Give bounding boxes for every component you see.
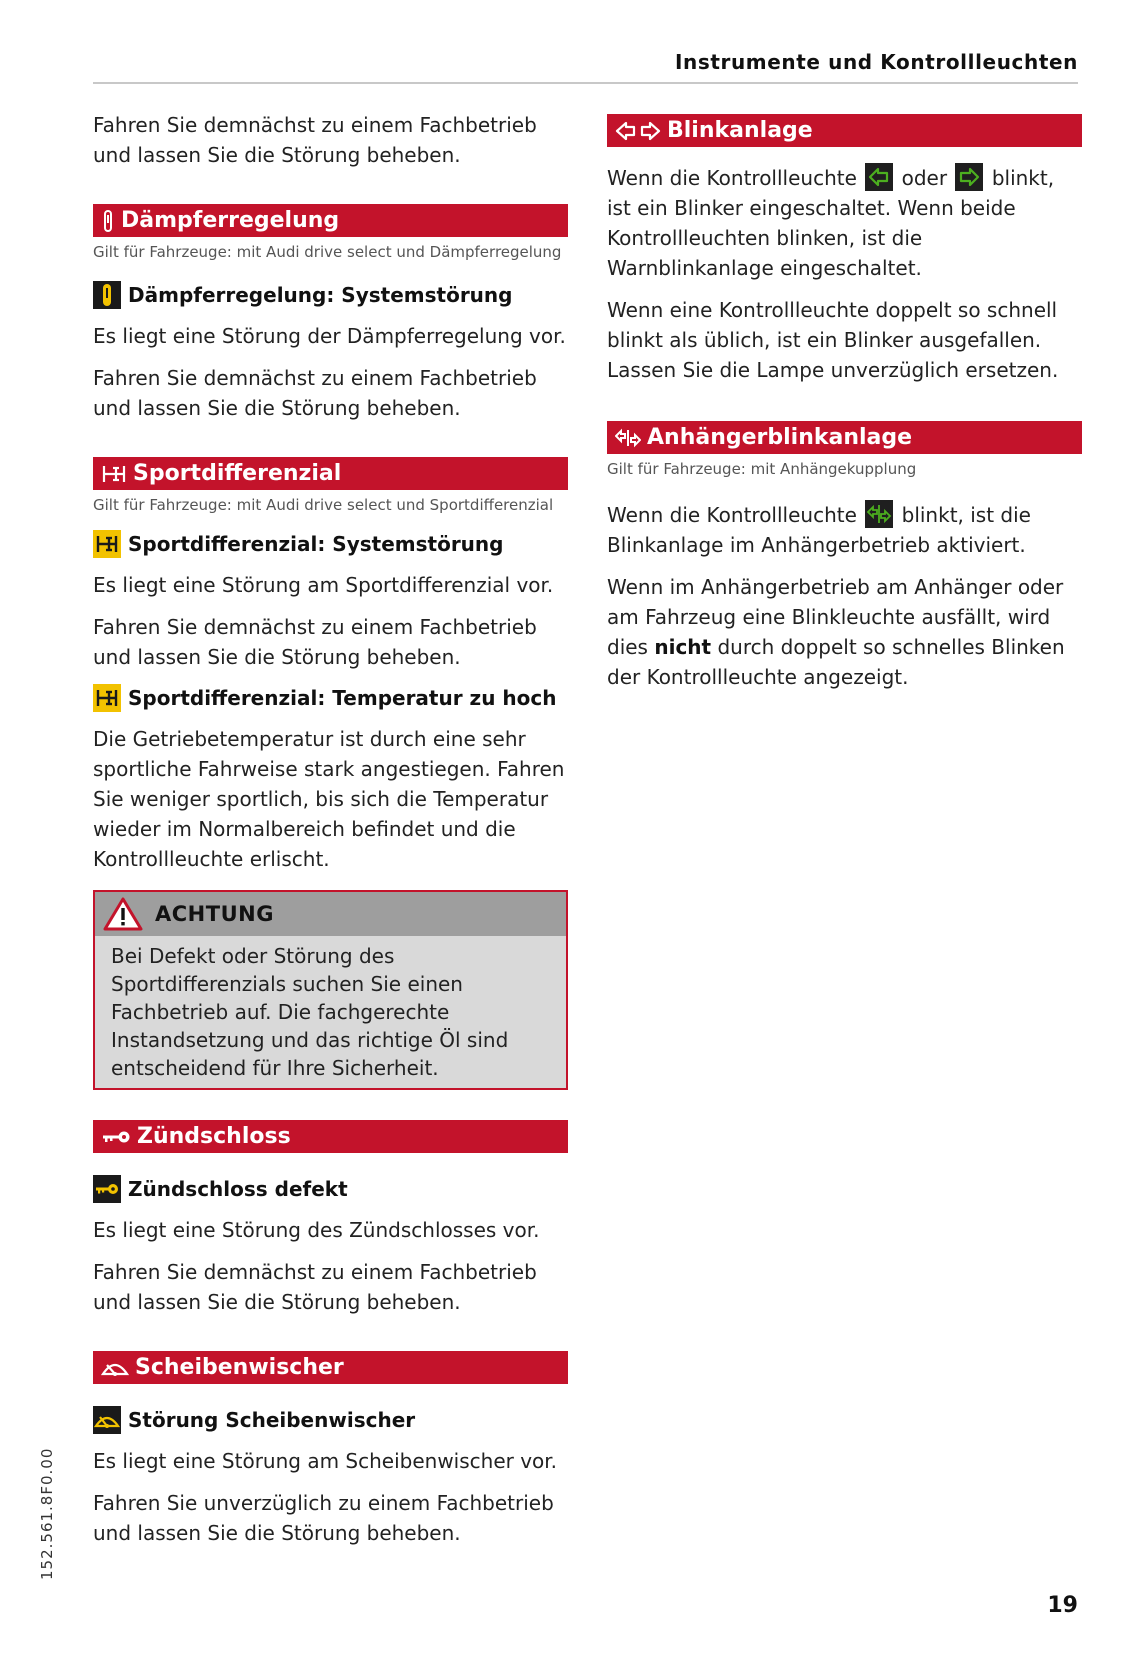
text-part: durch doppelt so schnelles Blinken der Kontrollleuchte angezeigt. [607, 635, 1065, 689]
turn-signal-icon [615, 120, 661, 142]
paragraph: Es liegt eine Störung am Scheibenwischer vor. [93, 1449, 558, 1473]
section-sportdifferenzial [93, 457, 568, 490]
paragraph: Es liegt eine Störung des Zündschlosses vor. [93, 1218, 540, 1242]
wiper-icon [101, 1359, 129, 1377]
section-title: Zündschloss [137, 1124, 291, 1149]
trailer-turn-lamp-icon [865, 500, 893, 528]
section-anhaengerblinkanlage [607, 421, 1082, 454]
warning-label: ACHTUNG [155, 902, 274, 926]
applies-note: Gilt für Fahrzeuge: mit Audi drive select und Sportdifferenzial [93, 496, 554, 514]
warning-text: Bei Defekt oder Störung des Sportdifferenzials suchen Sie einen Fachbetrieb auf. Die fachgerechte Instandsetzung und das richtige Öl sind entscheidend für Ihre Sicherheit. [111, 944, 509, 1080]
paragraph: Wenn eine Kontrollleuchte doppelt so schnell blinkt als üblich, ist ein Blinker ausgefallen. Lassen Sie die Lampe unverzüglich ersetzen. [607, 298, 1059, 382]
emphasis: nicht [654, 635, 712, 659]
header-rule [93, 82, 1078, 84]
subheading-wiper-fault [93, 1406, 568, 1434]
differential-temperature-lamp-icon [93, 684, 121, 712]
text-part: blinkt, ist ein Blinker eingeschaltet. Wenn beide Kontrollleuchten blinken, ist die Warnblinkanlage eingeschaltet. [607, 166, 1055, 280]
text-part: Wenn im Anhängerbetrieb am Anhänger oder am Fahrzeug eine Blinkleuchte ausfällt, wird dies [607, 575, 1064, 659]
paragraph: Es liegt eine Störung am Sportdifferenzial vor. [93, 573, 554, 597]
section-title: Scheibenwischer [135, 1355, 344, 1380]
right-column [607, 110, 1082, 704]
warning-triangle-icon [103, 897, 143, 931]
damper-icon [101, 210, 115, 232]
subheading-daempfer-fault [93, 281, 568, 309]
differential-icon [101, 464, 127, 484]
section-title: Blinkanlage [667, 118, 813, 143]
subheading-sport-fault [93, 530, 568, 558]
paragraph: Die Getriebetemperatur ist durch eine sehr sportliche Fahrweise stark angestiegen. Fahren Sie weniger sportlich, bis sich die Temperatur wieder im Normalbereich befindet und die Kontrollleuchte erlischt. [93, 727, 565, 871]
paragraph: Fahren Sie demnächst zu einem Fachbetrieb und lassen Sie die Störung beheben. [93, 615, 537, 669]
section-scheibenwischer [93, 1351, 568, 1384]
page-number: 19 [1047, 1593, 1078, 1618]
ignition-lamp-icon [93, 1175, 121, 1203]
right-turn-lamp-icon [955, 163, 983, 191]
text-part: Wenn die Kontrollleuchte [607, 503, 857, 527]
paragraph: Fahren Sie demnächst zu einem Fachbetrieb und lassen Sie die Störung beheben. [93, 366, 537, 420]
wiper-lamp-icon [93, 1406, 121, 1434]
subheading-ignition-fault [93, 1175, 568, 1203]
subheading-text: Dämpferregelung: Systemstörung [128, 283, 513, 307]
paragraph-anh-1 [607, 500, 1082, 560]
text-part: oder [901, 166, 948, 190]
applies-note: Gilt für Fahrzeuge: mit Anhängekupplung [607, 460, 917, 478]
subheading-text: Sportdifferenzial: Systemstörung [128, 532, 504, 556]
section-blinkanlage [607, 114, 1082, 147]
damper-warning-lamp-icon [93, 281, 121, 309]
paragraph: Es liegt eine Störung der Dämpferregelung vor. [93, 324, 566, 348]
subheading-text: Sportdifferenzial: Temperatur zu hoch [128, 686, 557, 710]
subheading-text: Zündschloss defekt [128, 1177, 348, 1201]
paragraph: Fahren Sie unverzüglich zu einem Fachbetrieb und lassen Sie die Störung beheben. [93, 1491, 554, 1545]
differential-warning-lamp-icon [93, 530, 121, 558]
text-part: Wenn die Kontrollleuchte [607, 166, 857, 190]
left-column [93, 110, 568, 1560]
warning-header [95, 892, 566, 936]
paragraph-anh-2 [607, 572, 1082, 692]
section-zuendschloss [93, 1120, 568, 1153]
subheading-text: Störung Scheibenwischer [128, 1408, 416, 1432]
section-title: Sportdifferenzial [133, 461, 342, 486]
section-title: Anhängerblinkanlage [647, 425, 913, 450]
left-turn-lamp-icon [865, 163, 893, 191]
applies-note: Gilt für Fahrzeuge: mit Audi drive select und Dämpferregelung [93, 243, 562, 261]
section-daempferregelung [93, 204, 568, 237]
subheading-sport-temp [93, 684, 568, 712]
running-header: Instrumente und Kontrollleuchten [674, 50, 1078, 74]
paragraph-blink-1 [607, 163, 1082, 283]
section-title: Dämpferregelung [121, 208, 340, 233]
paragraph: Fahren Sie demnächst zu einem Fachbetrieb und lassen Sie die Störung beheben. [93, 1260, 537, 1314]
trailer-turn-signal-icon [615, 428, 641, 448]
text-part: blinkt, ist die Blinkanlage im Anhängerbetrieb aktiviert. [607, 503, 1031, 557]
ignition-key-icon [101, 1129, 131, 1145]
document-code: 152.561.8F0.00 [38, 1447, 56, 1580]
warning-box [93, 890, 568, 1090]
intro-text: Fahren Sie demnächst zu einem Fachbetrieb und lassen Sie die Störung beheben. [93, 113, 537, 167]
